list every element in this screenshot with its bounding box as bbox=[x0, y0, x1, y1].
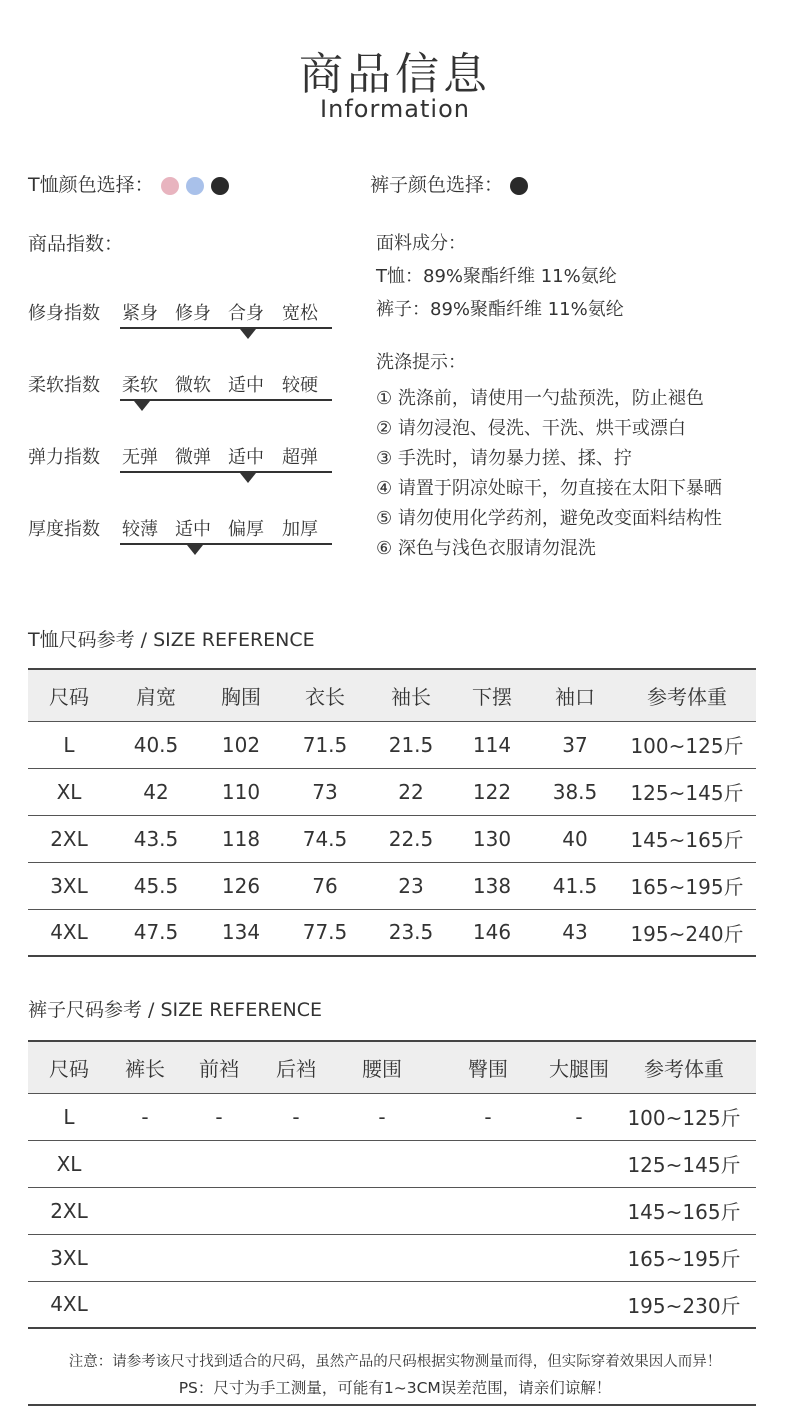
table-cell: 122 bbox=[452, 768, 532, 815]
index-option: 柔软 bbox=[122, 375, 158, 396]
table-cell: 126 bbox=[202, 862, 280, 909]
table-cell: 4XL bbox=[28, 909, 110, 956]
column-header: 胸围 bbox=[202, 669, 280, 721]
table-cell: 47.5 bbox=[110, 909, 202, 956]
table-cell: 38.5 bbox=[532, 768, 618, 815]
table-cell: 110 bbox=[202, 768, 280, 815]
column-header: 下摆 bbox=[452, 669, 532, 721]
table-cell: 2XL bbox=[28, 1187, 110, 1234]
pants-color-selector bbox=[370, 170, 528, 197]
washing-tip: ④ 请置于阴凉处晾干，勿直接在太阳下暴晒 bbox=[376, 478, 722, 499]
index-option: 宽松 bbox=[282, 303, 318, 324]
pants-swatch-group bbox=[503, 174, 528, 196]
table-cell: 22 bbox=[370, 768, 452, 815]
index-marker-icon bbox=[240, 329, 256, 339]
index-scale-line bbox=[120, 327, 332, 329]
table-cell: 4XL bbox=[28, 1281, 110, 1328]
table-cell: 73 bbox=[280, 768, 370, 815]
table-row bbox=[28, 1187, 756, 1234]
index-name: 修身指数 bbox=[28, 303, 100, 324]
table-cell bbox=[258, 1187, 334, 1234]
tshirt-color-swatch[interactable] bbox=[161, 177, 179, 195]
table-cell: 76 bbox=[280, 862, 370, 909]
table-cell bbox=[334, 1234, 430, 1281]
ps-text: PS：尺寸为手工测量，可能有1~3CM误差范围，请亲们谅解！ bbox=[178, 1379, 612, 1397]
table-cell: 100~125斤 bbox=[612, 1093, 756, 1140]
pants-size-table bbox=[28, 1040, 756, 1329]
washing-tip: ⑥ 深色与浅色衣服请勿混洗 bbox=[376, 538, 596, 559]
table-cell: - bbox=[430, 1093, 546, 1140]
column-header: 臀围 bbox=[430, 1041, 546, 1093]
index-scale-line bbox=[120, 543, 332, 545]
table-row bbox=[28, 768, 756, 815]
index-marker-icon bbox=[134, 401, 150, 411]
table-cell: 125~145斤 bbox=[612, 1140, 756, 1187]
table-row bbox=[28, 815, 756, 862]
column-header: 衣长 bbox=[280, 669, 370, 721]
column-header: 大腿围 bbox=[546, 1041, 612, 1093]
column-header: 参考体重 bbox=[612, 1041, 756, 1093]
tshirt-color-swatch[interactable] bbox=[186, 177, 204, 195]
index-option: 适中 bbox=[228, 447, 264, 468]
table-cell: 43.5 bbox=[110, 815, 202, 862]
fabric-line: T恤：89%聚酯纤维 11%氨纶 bbox=[376, 266, 617, 287]
index-scale-line bbox=[120, 399, 332, 401]
table-cell: 45.5 bbox=[110, 862, 202, 909]
table-cell bbox=[110, 1140, 180, 1187]
table-cell bbox=[110, 1234, 180, 1281]
column-header: 尺码 bbox=[28, 669, 110, 721]
index-option: 紧身 bbox=[122, 303, 158, 324]
table-cell: 42 bbox=[110, 768, 202, 815]
table-cell: L bbox=[28, 721, 110, 768]
table-cell bbox=[180, 1140, 258, 1187]
bottom-divider bbox=[28, 1404, 756, 1406]
table-header-row bbox=[28, 669, 756, 721]
table-cell: 74.5 bbox=[280, 815, 370, 862]
table-cell: 145~165斤 bbox=[612, 1187, 756, 1234]
table-cell bbox=[258, 1140, 334, 1187]
table-cell: 195~240斤 bbox=[618, 909, 756, 956]
table-cell bbox=[110, 1281, 180, 1328]
table-cell bbox=[110, 1187, 180, 1234]
column-header: 参考体重 bbox=[618, 669, 756, 721]
column-header: 袖口 bbox=[532, 669, 618, 721]
table-cell bbox=[334, 1140, 430, 1187]
table-cell: 165~195斤 bbox=[612, 1234, 756, 1281]
table-cell: 146 bbox=[452, 909, 532, 956]
washing-tip: ③ 手洗时，请勿暴力搓、揉、拧 bbox=[376, 448, 632, 469]
table-cell: 3XL bbox=[28, 862, 110, 909]
table-cell bbox=[180, 1281, 258, 1328]
column-header: 后裆 bbox=[258, 1041, 334, 1093]
index-name: 柔软指数 bbox=[28, 375, 100, 396]
index-name: 厚度指数 bbox=[28, 519, 100, 540]
table-header-row bbox=[28, 1041, 756, 1093]
table-cell: 23 bbox=[370, 862, 452, 909]
fabric-line: 裤子：89%聚酯纤维 11%氨纶 bbox=[376, 299, 624, 320]
column-header: 尺码 bbox=[28, 1041, 110, 1093]
table-cell: 165~195斤 bbox=[618, 862, 756, 909]
washing-tip: ② 请勿浸泡、侵洗、干洗、烘干或漂白 bbox=[376, 418, 686, 439]
note-text: 注意：请参考该尺寸找到适合的尺码，虽然产品的尺码根据实物测量而得，但实际穿着效果因人而异！ bbox=[68, 1354, 722, 1370]
table-cell bbox=[430, 1187, 546, 1234]
fabric-title: 面料成分： bbox=[376, 233, 466, 254]
table-cell bbox=[546, 1187, 612, 1234]
table-cell: 102 bbox=[202, 721, 280, 768]
table-cell bbox=[180, 1187, 258, 1234]
tshirt-color-swatch[interactable] bbox=[211, 177, 229, 195]
index-row bbox=[28, 293, 338, 343]
table-cell: - bbox=[258, 1093, 334, 1140]
index-option: 加厚 bbox=[282, 519, 318, 540]
tshirt-color-label: T恤颜色选择： bbox=[28, 174, 154, 196]
table-cell bbox=[258, 1234, 334, 1281]
table-row bbox=[28, 1281, 756, 1328]
table-cell: 21.5 bbox=[370, 721, 452, 768]
table-cell: 23.5 bbox=[370, 909, 452, 956]
index-name: 弹力指数 bbox=[28, 447, 100, 468]
table-cell: XL bbox=[28, 768, 110, 815]
table-row bbox=[28, 721, 756, 768]
column-header: 袖长 bbox=[370, 669, 452, 721]
table-cell: 145~165斤 bbox=[618, 815, 756, 862]
pants-size-title: 裤子尺码参考 / SIZE REFERENCE bbox=[28, 999, 323, 1021]
washing-tip: ① 洗涤前，请使用一勺盐预洗，防止褪色 bbox=[376, 388, 704, 409]
table-row bbox=[28, 862, 756, 909]
table-cell: 40.5 bbox=[110, 721, 202, 768]
column-header: 裤长 bbox=[110, 1041, 180, 1093]
table-cell bbox=[334, 1187, 430, 1234]
washing-tip: ⑤ 请勿使用化学药剂，避免改变面料结构性 bbox=[376, 508, 722, 529]
column-header: 前裆 bbox=[180, 1041, 258, 1093]
table-cell: 41.5 bbox=[532, 862, 618, 909]
table-cell: - bbox=[546, 1093, 612, 1140]
table-cell: 118 bbox=[202, 815, 280, 862]
table-cell bbox=[430, 1281, 546, 1328]
index-option: 合身 bbox=[228, 303, 264, 324]
table-cell: XL bbox=[28, 1140, 110, 1187]
tshirt-color-selector bbox=[28, 170, 229, 197]
table-cell: 2XL bbox=[28, 815, 110, 862]
table-cell bbox=[430, 1140, 546, 1187]
table-cell bbox=[334, 1281, 430, 1328]
pants-color-label: 裤子颜色选择： bbox=[370, 174, 504, 196]
tshirt-size-table bbox=[28, 668, 756, 957]
table-cell: 114 bbox=[452, 721, 532, 768]
table-cell: 37 bbox=[532, 721, 618, 768]
table-cell: 43 bbox=[532, 909, 618, 956]
index-option: 偏厚 bbox=[228, 519, 264, 540]
table-cell bbox=[258, 1281, 334, 1328]
table-cell: L bbox=[28, 1093, 110, 1140]
table-cell: 138 bbox=[452, 862, 532, 909]
table-row bbox=[28, 1140, 756, 1187]
page-subtitle: Information bbox=[320, 95, 470, 123]
index-option: 超弹 bbox=[282, 447, 318, 468]
table-cell bbox=[430, 1234, 546, 1281]
index-option: 较硬 bbox=[282, 375, 318, 396]
index-scale-line bbox=[120, 471, 332, 473]
index-option: 修身 bbox=[175, 303, 211, 324]
index-marker-icon bbox=[187, 545, 203, 555]
table-cell: 195~230斤 bbox=[612, 1281, 756, 1328]
table-cell: - bbox=[334, 1093, 430, 1140]
index-option: 适中 bbox=[228, 375, 264, 396]
table-cell bbox=[546, 1140, 612, 1187]
washing-title: 洗涤提示： bbox=[376, 352, 466, 373]
table-cell: 130 bbox=[452, 815, 532, 862]
table-cell: - bbox=[180, 1093, 258, 1140]
index-marker-icon bbox=[240, 473, 256, 483]
table-cell: 134 bbox=[202, 909, 280, 956]
table-cell bbox=[546, 1234, 612, 1281]
table-cell bbox=[180, 1234, 258, 1281]
tshirt-swatch-group bbox=[154, 174, 229, 196]
table-cell: - bbox=[110, 1093, 180, 1140]
index-row bbox=[28, 365, 338, 415]
table-row bbox=[28, 909, 756, 956]
column-header: 腰围 bbox=[334, 1041, 430, 1093]
table-row bbox=[28, 1093, 756, 1140]
index-option: 适中 bbox=[175, 519, 211, 540]
index-option: 微软 bbox=[175, 375, 211, 396]
table-cell: 77.5 bbox=[280, 909, 370, 956]
index-option: 较薄 bbox=[122, 519, 158, 540]
tshirt-size-title: T恤尺码参考 / SIZE REFERENCE bbox=[28, 629, 315, 651]
table-cell: 71.5 bbox=[280, 721, 370, 768]
index-option: 微弹 bbox=[175, 447, 211, 468]
column-header: 肩宽 bbox=[110, 669, 202, 721]
index-row bbox=[28, 437, 338, 487]
table-row bbox=[28, 1234, 756, 1281]
index-option: 无弹 bbox=[122, 447, 158, 468]
table-cell: 100~125斤 bbox=[618, 721, 756, 768]
table-cell: 22.5 bbox=[370, 815, 452, 862]
table-cell: 3XL bbox=[28, 1234, 110, 1281]
table-cell bbox=[546, 1281, 612, 1328]
indices-title: 商品指数： bbox=[28, 233, 124, 255]
index-row bbox=[28, 509, 338, 559]
table-cell: 40 bbox=[532, 815, 618, 862]
page-title: 商品信息 bbox=[299, 49, 491, 100]
table-cell: 125~145斤 bbox=[618, 768, 756, 815]
pants-color-swatch[interactable] bbox=[510, 177, 528, 195]
